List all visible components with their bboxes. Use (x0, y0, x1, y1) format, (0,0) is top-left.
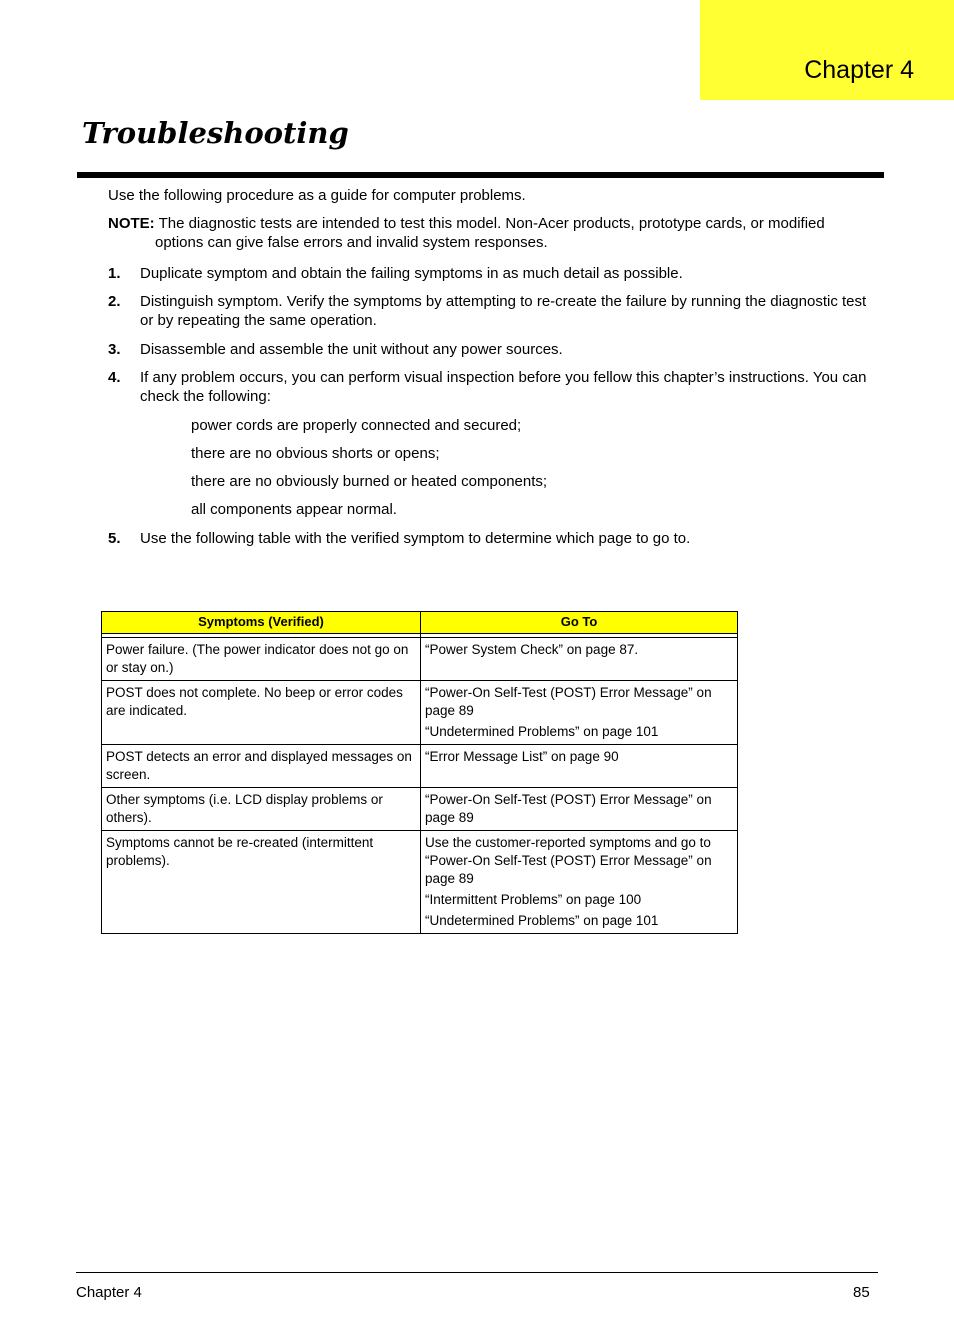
footer-divider (76, 1272, 878, 1273)
symptom-cell: Power failure. (The power indicator does not go on or stay on.) (102, 638, 421, 681)
check-item: power cords are properly connected and secured; (191, 417, 522, 434)
goto-line: “Undetermined Problems” on page 101 (425, 724, 659, 739)
symptoms-table (101, 611, 738, 934)
goto-line: “Power-On Self-Test (POST) Error Message” on page 89 (425, 685, 712, 718)
footer-page-number: 85 (853, 1284, 870, 1301)
page-title: Troubleshooting (82, 116, 349, 150)
symptom-cell: Symptoms cannot be re-created (intermittent problems). (102, 831, 421, 934)
header-symptoms: Symptoms (Verified) (102, 612, 421, 634)
check-item: there are no obvious shorts or opens; (191, 445, 440, 462)
step-number: 5. (108, 530, 121, 547)
note-label: NOTE: (108, 215, 155, 232)
note-line-2: options can give false errors and invalid system responses. (155, 234, 548, 251)
chapter-tab (700, 0, 954, 100)
intro-text: Use the following procedure as a guide for computer problems. (108, 187, 526, 204)
table-header-row (102, 612, 738, 634)
step-number: 3. (108, 341, 121, 358)
goto-cell (421, 788, 738, 831)
step-1 (108, 264, 878, 283)
step-text: Distinguish symptom. Verify the symptoms by attempting to re-create the failure by running the diagnostic test or by repeating the same operation. (140, 293, 867, 329)
symptom-cell: POST does not complete. No beep or error codes are indicated. (102, 681, 421, 745)
table-row (102, 788, 738, 831)
note-paragraph (108, 214, 878, 252)
table-row (102, 681, 738, 745)
goto-cell (421, 681, 738, 745)
title-divider (77, 172, 884, 178)
goto-cell (421, 831, 738, 934)
table-row (102, 745, 738, 788)
goto-cell (421, 745, 738, 788)
check-item: there are no obviously burned or heated components; (191, 473, 548, 490)
step-5 (108, 529, 878, 548)
note-line-1: The diagnostic tests are intended to test this model. Non-Acer products, prototype cards, or modified (154, 215, 825, 232)
step-number: 2. (108, 293, 121, 310)
header-goto: Go To (421, 612, 738, 634)
step-4 (108, 368, 878, 406)
step-text: Use the following table with the verified symptom to determine which page to go to. (140, 530, 691, 547)
goto-line: “Intermittent Problems” on page 100 (425, 892, 642, 907)
footer-chapter: Chapter 4 (76, 1284, 142, 1301)
step-text: Duplicate symptom and obtain the failing symptoms in as much detail as possible. (140, 265, 683, 282)
symptom-cell: POST detects an error and displayed messages on screen. (102, 745, 421, 788)
goto-line: “Power-On Self-Test (POST) Error Message” on page 89 (425, 792, 712, 825)
step-3 (108, 340, 878, 359)
step-2 (108, 292, 878, 330)
goto-cell (421, 638, 738, 681)
step-number: 4. (108, 369, 121, 386)
goto-line: “Undetermined Problems” on page 101 (425, 913, 659, 928)
goto-line: Use the customer-reported symptoms and go to “Power-On Self-Test (POST) Error Message” on page 89 (425, 835, 712, 886)
symptom-cell: Other symptoms (i.e. LCD display problems or others). (102, 788, 421, 831)
goto-line: “Power System Check” on page 87. (425, 642, 639, 657)
goto-line: “Error Message List” on page 90 (425, 749, 619, 764)
chapter-tab-label: Chapter 4 (804, 56, 914, 84)
step-text: Disassemble and assemble the unit without any power sources. (140, 341, 563, 358)
step-number: 1. (108, 265, 121, 282)
table-row (102, 638, 738, 681)
step-text: If any problem occurs, you can perform visual inspection before you fellow this chapter’s instructions. You can check the following: (140, 369, 867, 405)
check-item: all components appear normal. (191, 501, 397, 518)
table-row (102, 831, 738, 934)
